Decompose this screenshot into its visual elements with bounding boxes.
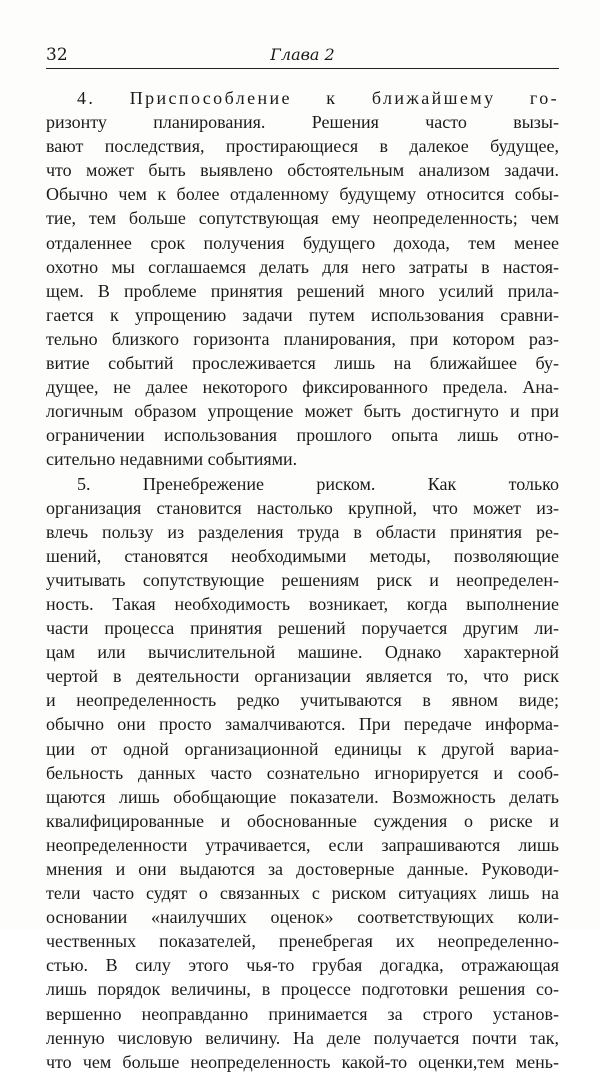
text-line: вают последствия, простирающиеся в далекое будущее, <box>46 136 559 157</box>
text-line: Обычно чем к более отдаленному будущему относится собы- <box>46 184 559 205</box>
text-line: влечь пользу из разделения труда в области принятия ре- <box>46 521 559 542</box>
text-line: лишь порядок величины, в процессе подготовки решения со- <box>46 979 559 1000</box>
text-line: основании «наилучших оценок» соответствующих коли- <box>46 907 559 928</box>
text-line: 5. Пренебрежение риском. Как только <box>77 473 559 494</box>
text-line: что чем больше неопределенность какой-то оценки,тем мень- <box>46 1051 559 1072</box>
text-line: тие, тем больше сопутствующая ему неопределенность; чем <box>46 208 559 229</box>
text-line: квалифицированные и обоснованные суждения о риске и <box>46 810 559 831</box>
chapter-title: Глава 2 <box>270 45 335 64</box>
text-line: организация становится настолько крупной, что может из- <box>46 497 559 518</box>
text-line: стью. В силу этого чья-то грубая догадка, отражающая <box>46 955 559 976</box>
text-line: отдаленнее срок получения будущего дохода, тем менее <box>46 232 559 253</box>
text-line: что может быть выявлено обстоятельным анализом задачи. <box>46 160 559 181</box>
text-line: шений, становятся необходимыми методы, позволяющие <box>46 545 559 566</box>
text-line: дущее, не далее некоторого фиксированного предела. Ана- <box>46 377 559 398</box>
text-line: бельность данных часто сознательно игнорируется и сооб- <box>46 762 559 783</box>
text-line: щаются лишь обобщающие показатели. Возможность делать <box>46 786 559 807</box>
text-line: щем. В проблеме принятия решений много усилий прила- <box>46 280 559 301</box>
text-line: гается к упрощению задачи путем использования сравни- <box>46 304 559 325</box>
text-line: части процесса принятия решений поручается другим ли- <box>46 618 559 639</box>
text-line: ограничении использования прошлого опыта лишь отно- <box>46 425 559 446</box>
text-line: логичным образом упрощение может быть достигнуто и при <box>46 401 559 422</box>
text-line: цам или вычислительной машине. Однако характерной <box>46 642 559 663</box>
body-text <box>46 86 559 1074</box>
text-line: витие событий прослеживается лишь на ближайшее бу- <box>46 353 559 374</box>
text-line: тельно близкого горизонта планирования, при котором раз- <box>46 328 559 349</box>
text-line: сительно недавними событиями. <box>46 449 298 470</box>
text-line: чественных показателей, пренебрегая их неопределенно- <box>46 931 559 952</box>
text-line: 4. Приспособление к ближайшему го- <box>77 88 559 108</box>
page-header <box>46 46 559 69</box>
text-line: ризонту планирования. Решения часто вызы- <box>46 112 559 133</box>
text-line: охотно мы соглашаемся делать для него затраты в настоя- <box>46 256 559 277</box>
text-line: ленную числовую величину. На деле получается почти так, <box>46 1027 559 1048</box>
text-line: обычно они просто замалчиваются. При передаче информа- <box>46 714 559 735</box>
text-line: ции от одной организационной единицы к другой вариа- <box>46 738 559 759</box>
page-number: 32 <box>46 45 68 65</box>
text-line: тели часто судят о связанных с риском ситуациях лишь на <box>46 883 559 904</box>
text-line: ность. Такая необходимость возникает, когда выполнение <box>46 593 559 614</box>
text-line: и неопределенность редко учитываются в явном виде; <box>46 690 559 711</box>
text-line: неопределенности утрачивается, если запрашиваются лишь <box>46 834 559 855</box>
text-line: мнения и они выдаются за достоверные данные. Руководи- <box>46 859 559 879</box>
text-line: учитывать сопутствующие решениям риск и неопределен- <box>46 569 559 590</box>
text-line: чертой в деятельности организации является то, что риск <box>46 666 559 687</box>
text-line: вершенно неоправданно принимается за строго установ- <box>46 1003 559 1024</box>
